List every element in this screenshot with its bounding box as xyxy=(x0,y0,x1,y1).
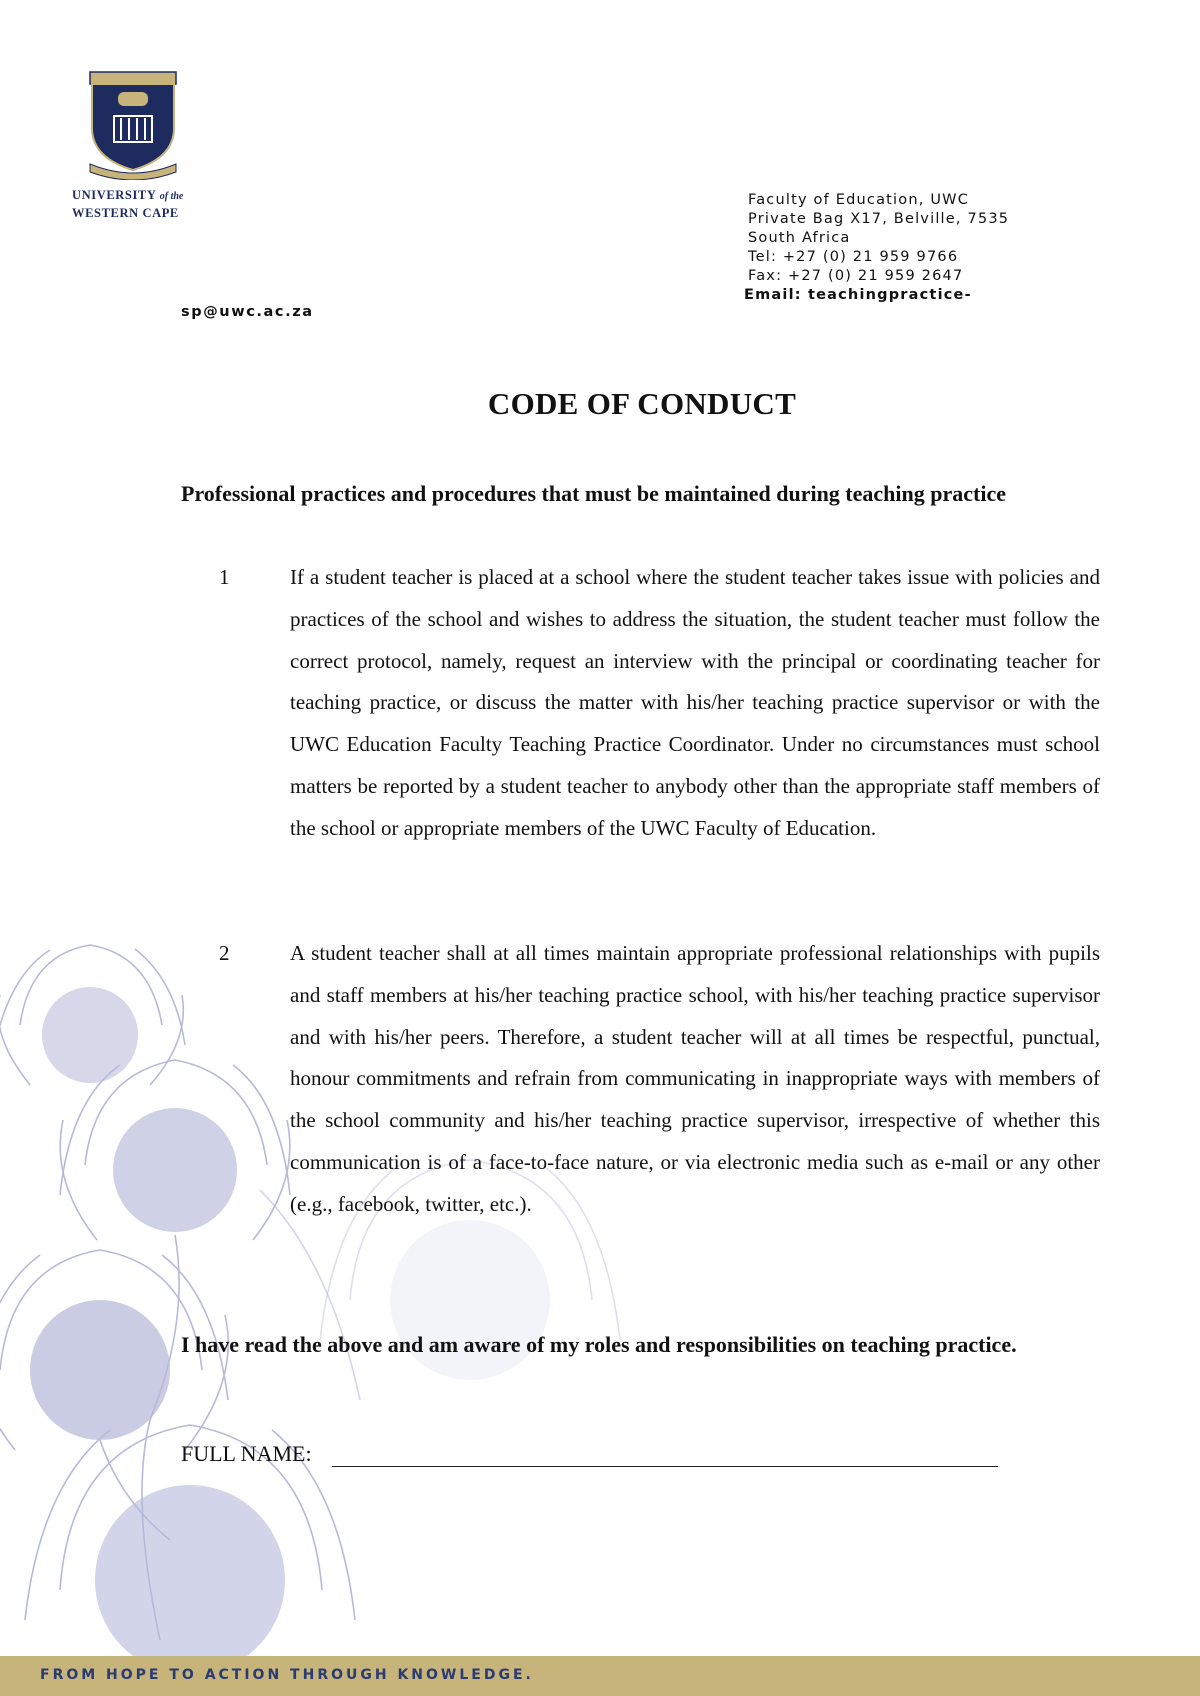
conduct-item xyxy=(181,933,1101,1226)
university-logo xyxy=(70,70,200,220)
full-name-label: FULL NAME: xyxy=(181,1441,312,1466)
contact-tel: Tel: +27 (0) 21 959 9766 xyxy=(748,249,959,265)
crest-icon xyxy=(86,70,180,180)
contact-block xyxy=(744,191,1010,305)
item-text: If a student teacher is placed at a school where the student teacher takes issue with policies and practices of the school and wishes to address the situation, the student teacher must follow the correct protocol, namely, request an interview with the principal or coordinating teacher for teaching practice, or discuss the matter with his/her teaching practice supervisor or with the UWC Education Faculty Teaching Practice Coordinator. Under no circumstances must school matters be reported by a student teacher to anybody other than the appropriate staff members of the school or appropriate members of the UWC Faculty of Education. xyxy=(290,565,1100,840)
page-title: CODE OF CONDUCT xyxy=(487,386,797,421)
contact-email: Email: teachingpractice- xyxy=(744,287,972,303)
item-number: 1 xyxy=(219,565,230,589)
footer-bar xyxy=(0,1656,1200,1696)
full-name-signature-line[interactable] xyxy=(332,1466,998,1467)
contact-address: Private Bag X17, Belville, 7535 xyxy=(748,211,1010,227)
footer-motto: FROM HOPE TO ACTION THROUGH KNOWLEDGE. xyxy=(40,1667,534,1683)
contact-email-continued: sp@uwc.ac.za xyxy=(181,304,314,320)
item-number: 2 xyxy=(219,941,230,965)
acknowledgement-statement: I have read the above and am aware of my roles and responsibilities on teaching practice. xyxy=(181,1332,1017,1357)
contact-fax: Fax: +27 (0) 21 959 2647 xyxy=(748,268,964,284)
contact-faculty: Faculty of Education, UWC xyxy=(748,192,970,208)
item-text: A student teacher shall at all times maintain appropriate professional relationships with pupils and staff members at his/her teaching practice school, with his/her teaching practice supervisor and with his/her peers. Therefore, a student teacher will at all times be respectful, punctual, honour commitments and refrain from communicating in inappropriate ways with members of the school community and his/her teaching practice supervisor, irrespective of whether this communication is of a face-to-face nature, or via electronic media such as e-mail or any other (e.g., facebook, twitter, etc.). xyxy=(290,941,1100,1216)
university-name: UNIVERSITY of the WESTERN CAPE xyxy=(72,188,184,220)
conduct-item xyxy=(181,557,1101,850)
page-subtitle: Professional practices and procedures that must be maintained during teaching practice xyxy=(181,481,1006,506)
contact-country: South Africa xyxy=(748,230,851,246)
